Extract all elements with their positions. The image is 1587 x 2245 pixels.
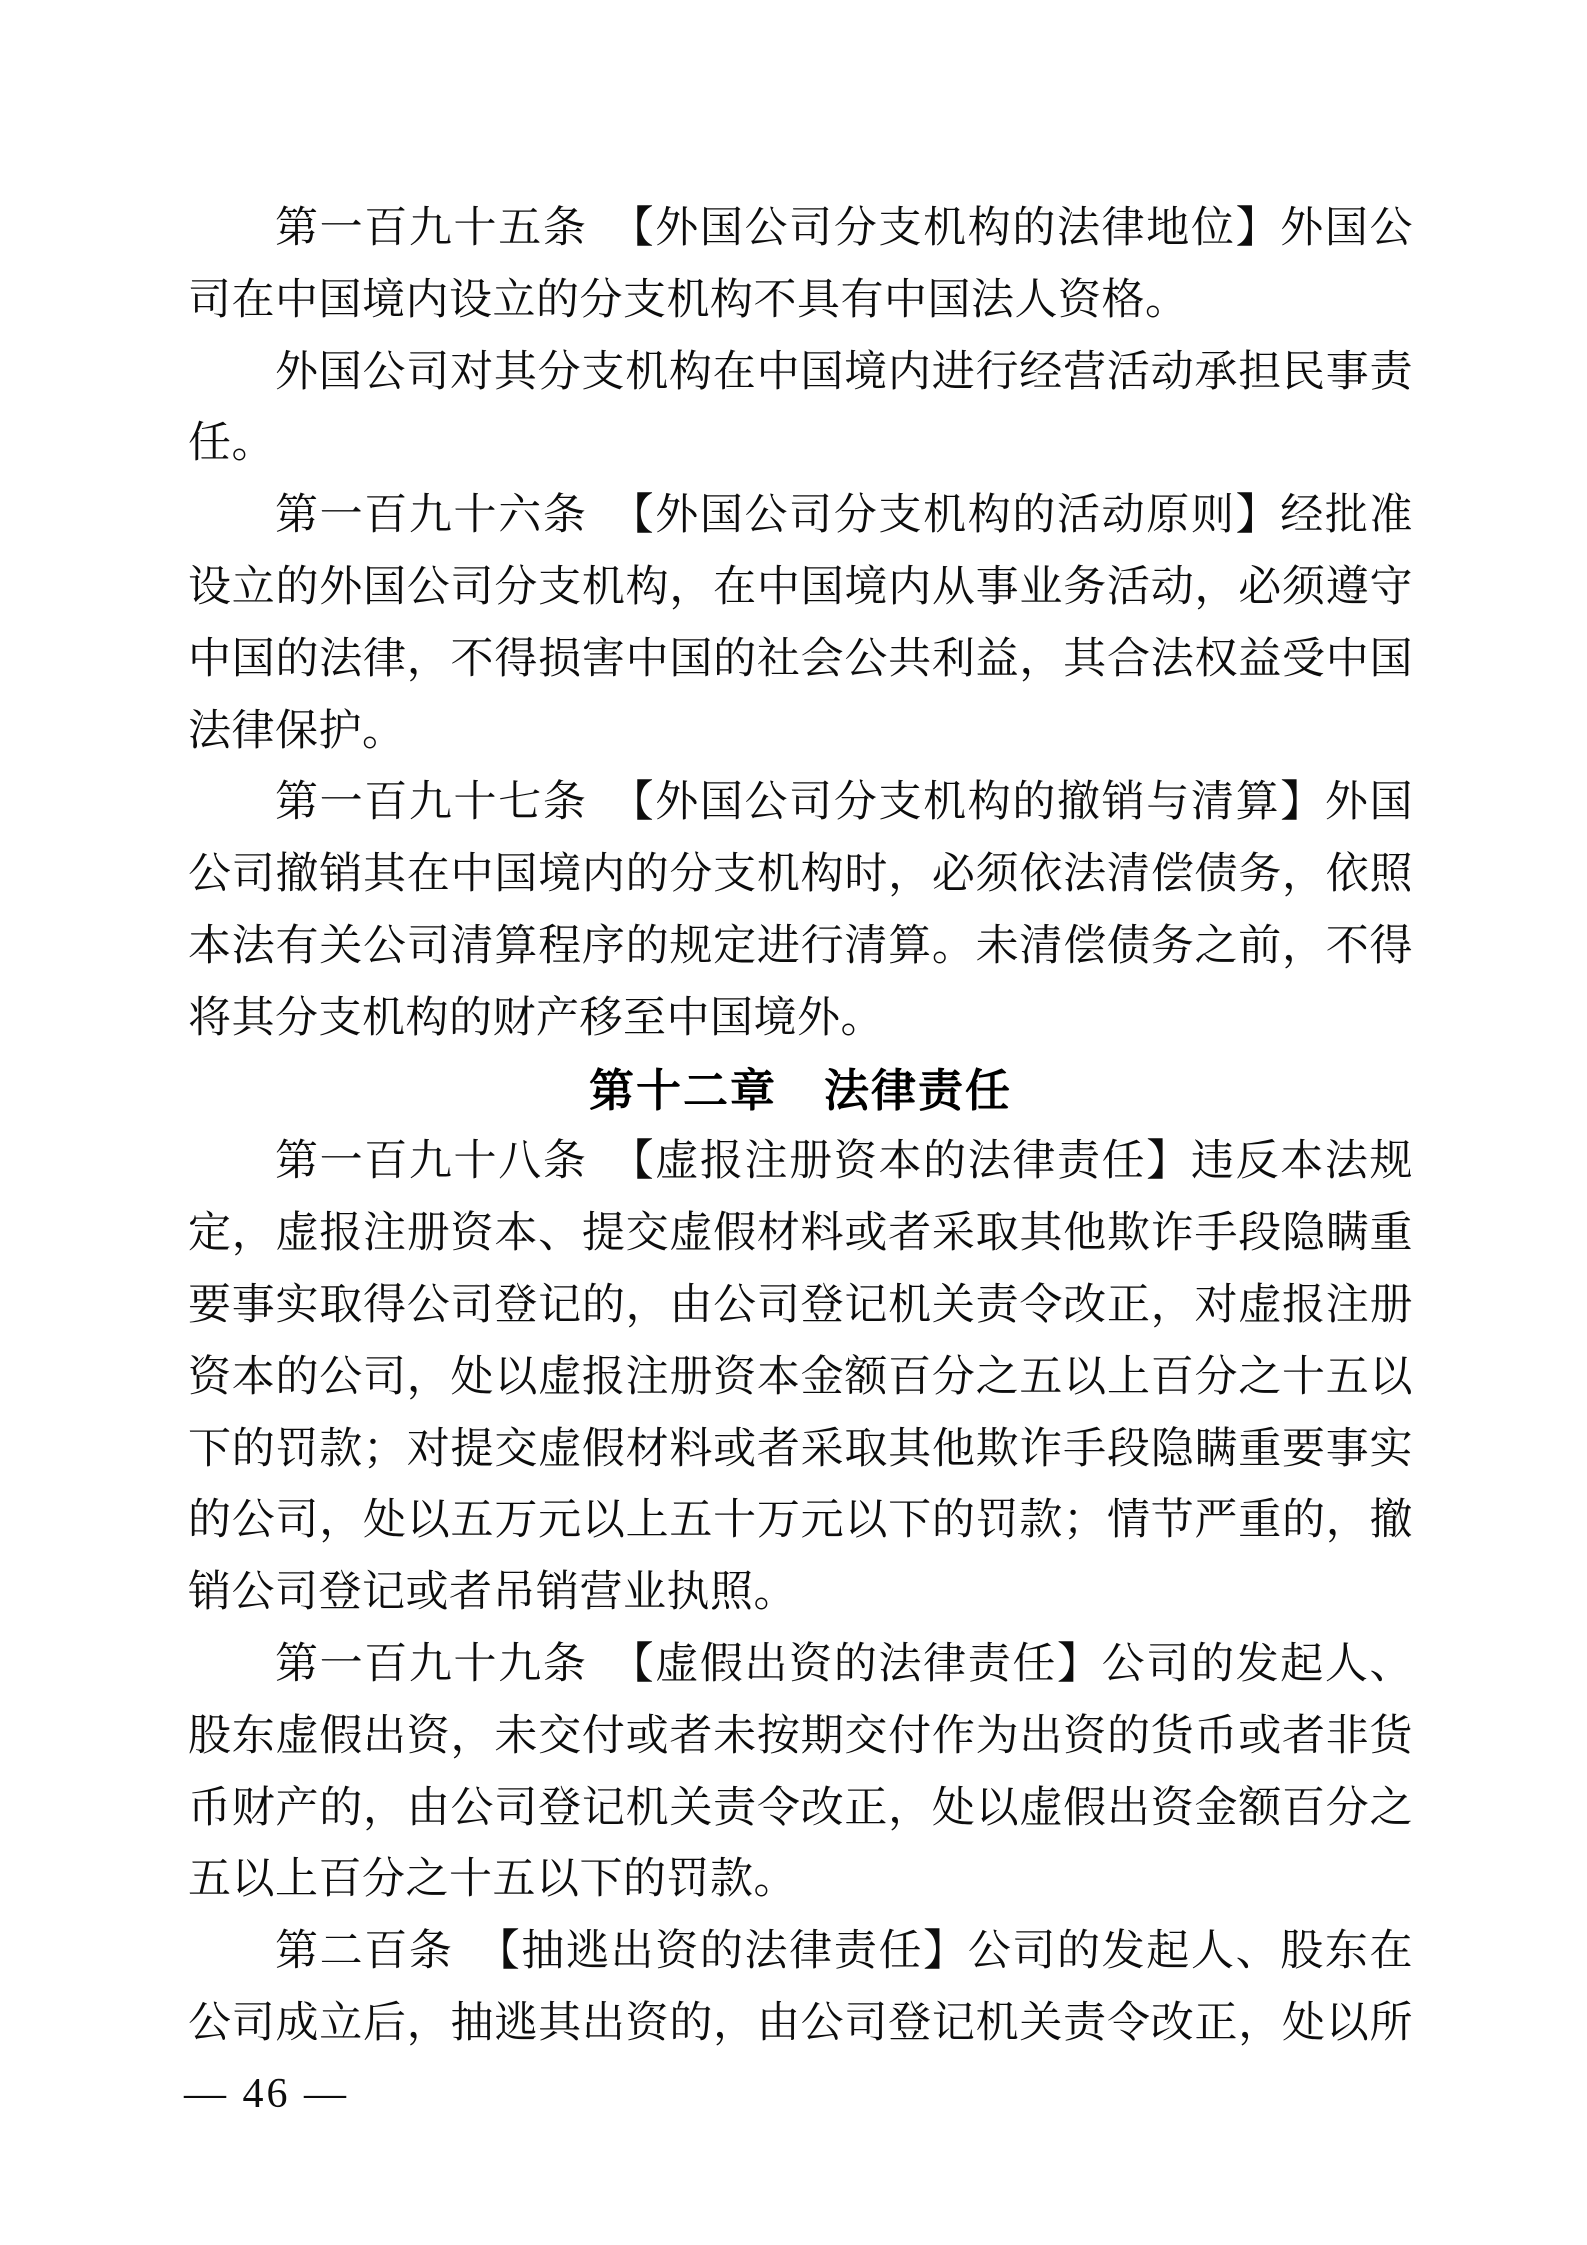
text-line: 资本的公司，处以虚报注册资本金额百分之五以上百分之十五以 — [188, 1353, 1413, 1401]
text-line: 的公司，处以五万元以上五十万元以下的罚款；情节严重的，撤 — [188, 1497, 1413, 1545]
chapter-heading: 第十二章 法律责任 — [588, 1064, 1012, 1116]
text-line: 设立的外国公司分支机构，在中国境内从事业务活动，必须遵守 — [188, 563, 1413, 611]
page-number: — 46 — — [184, 2071, 349, 2117]
text-line: 外国公司对其分支机构在中国境内进行经营活动承担民事责 — [275, 348, 1413, 396]
text-line: 本法有关公司清算程序的规定进行清算。未清偿债务之前，不得 — [188, 922, 1413, 970]
text-line: 司在中国境内设立的分支机构不具有中国法人资格。 — [188, 276, 1189, 324]
text-line: 第一百九十八条 【虚报注册资本的法律责任】违反本法规 — [275, 1138, 1413, 1186]
text-line: 股东虚假出资，未交付或者未按期交付作为出资的货币或者非货 — [188, 1712, 1413, 1760]
text-line: 下的罚款；对提交虚假材料或者采取其他欺诈手段隐瞒重要事实 — [188, 1425, 1413, 1473]
text-line: 将其分支机构的财产移至中国境外。 — [188, 994, 884, 1042]
text-block — [188, 193, 1413, 2060]
text-line: 第二百条 【抽逃出资的法律责任】公司的发起人、股东在 — [275, 1928, 1413, 1976]
text-line: 第一百九十七条 【外国公司分支机构的撤销与清算】外国 — [275, 779, 1413, 827]
text-line: 五以上百分之十五以下的罚款。 — [188, 1856, 797, 1904]
text-line: 第一百九十六条 【外国公司分支机构的活动原则】经批准 — [275, 492, 1413, 540]
text-line: 定，虚报注册资本、提交虚假材料或者采取其他欺诈手段隐瞒重 — [188, 1210, 1413, 1258]
text-line: 中国的法律，不得损害中国的社会公共利益，其合法权益受中国 — [188, 635, 1413, 683]
text-line: 币财产的，由公司登记机关责令改正，处以虚假出资金额百分之 — [188, 1784, 1413, 1832]
text-line: 第一百九十九条 【虚假出资的法律责任】公司的发起人、 — [275, 1640, 1413, 1688]
text-line: 法律保护。 — [188, 707, 406, 755]
text-line: 要事实取得公司登记的，由公司登记机关责令改正，对虚报注册 — [188, 1281, 1413, 1329]
text-line: 公司撤销其在中国境内的分支机构时，必须依法清偿债务，依照 — [188, 851, 1413, 899]
text-line: 第一百九十五条 【外国公司分支机构的法律地位】外国公 — [275, 205, 1413, 252]
text-line: 公司成立后，抽逃其出资的，由公司登记机关责令改正，处以所 — [188, 1999, 1413, 2047]
text-line: 销公司登记或者吊销营业执照。 — [188, 1569, 797, 1617]
text-line: 任。 — [188, 420, 275, 468]
